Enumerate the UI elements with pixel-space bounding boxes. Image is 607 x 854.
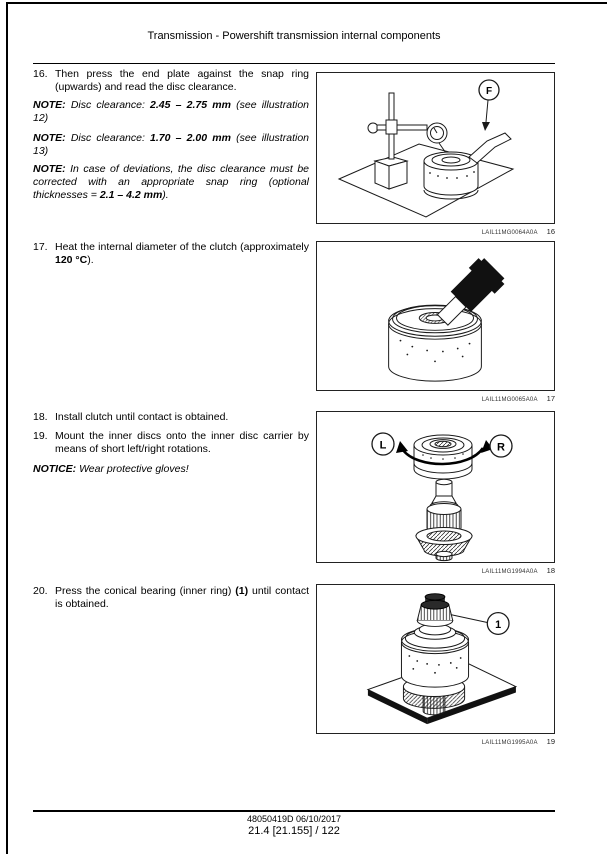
- step-17-number: 17.: [33, 241, 48, 253]
- stand-arm: [377, 125, 427, 130]
- step-17-value: 120 °C: [55, 254, 88, 267]
- figure-17-caption: [316, 394, 555, 403]
- step-19-number: 19.: [33, 430, 48, 442]
- figure-18-number: 18: [546, 566, 555, 575]
- note-text: Disc clearance:: [65, 99, 151, 111]
- note-value: 2.1 – 4.2 mm: [99, 189, 163, 202]
- note-label: NOTE:: [33, 163, 66, 175]
- notice-gloves: [33, 463, 309, 476]
- scan-border-top: [6, 2, 607, 4]
- step-16: [33, 68, 309, 94]
- step-18: [33, 411, 309, 424]
- callout-F-label: F: [485, 86, 493, 97]
- note-deviations: [33, 163, 309, 203]
- note-text: (see illustration 12): [33, 99, 309, 125]
- callout-R-label: R: [497, 441, 505, 454]
- page-header: Transmission - Powershift transmission internal components: [147, 30, 441, 42]
- step-19: [33, 430, 309, 456]
- callout-F-icon: [479, 80, 499, 131]
- note-text: In case of deviations, the disc clearance must be corrected with an appropriate snap ring (optional thicknesses =: [33, 163, 309, 202]
- step-17: [33, 241, 309, 267]
- note-label: NOTE:: [33, 132, 66, 144]
- figure-18-caption: [316, 566, 555, 575]
- step-20-number: 20.: [33, 585, 48, 597]
- figure-17-code: LAIL11MG0065A0A: [481, 397, 538, 403]
- header-divider: [33, 63, 555, 64]
- figure-18-code: LAIL11MG1994A0A: [481, 569, 538, 575]
- gear-cone: [416, 528, 472, 561]
- scan-border-left: [6, 2, 8, 854]
- press-lever: [469, 133, 511, 163]
- step-16-number: 16.: [33, 68, 48, 80]
- step-19-text: Mount the inner discs onto the inner disc carrier by means of short left/right rotations.: [55, 430, 309, 456]
- step-20-text: Press the conical bearing (inner ring): [55, 585, 236, 597]
- figure-17-number: 17: [546, 394, 555, 403]
- step-20-value: (1): [235, 585, 249, 597]
- figure-16-drawing: [317, 73, 554, 223]
- figure-16-caption: [316, 227, 555, 236]
- note-value: 1.70 – 2.00 mm: [150, 132, 231, 144]
- step-18-number: 18.: [33, 411, 48, 423]
- figure-19-number: 19: [546, 737, 555, 746]
- step-16-text: Then press the end plate against the snap ring (upwards) and read the disc clearance.: [55, 68, 309, 94]
- figure-18-drawing: [317, 412, 554, 562]
- note-text: Disc clearance:: [65, 132, 151, 144]
- notice-label: NOTICE:: [33, 463, 77, 475]
- footer-doc-ref: 48050419D 06/10/2017: [246, 814, 342, 824]
- figure-16-code: LAIL11MG0064A0A: [481, 230, 538, 236]
- figure-19-caption: [316, 737, 555, 746]
- figure-19-drawing: [317, 585, 554, 733]
- step-18-text: Install clutch until contact is obtained.: [55, 411, 229, 423]
- callout-R-icon: [490, 435, 512, 457]
- step-17-text: Heat the internal diameter of the clutch (approximately: [55, 241, 309, 253]
- callout-1-label: 1: [495, 618, 502, 631]
- stand-base: [375, 157, 407, 189]
- callout-L-icon: [372, 433, 394, 455]
- note-value: 2.45 – 2.75 mm: [150, 99, 231, 111]
- note-text: ).: [162, 189, 169, 202]
- clutch-drum: [424, 152, 478, 199]
- note-disc-clearance-2: [33, 132, 309, 158]
- figure-16-frame: [316, 72, 555, 224]
- figure-16-number: 16: [546, 227, 555, 236]
- figure-19-frame: [316, 584, 555, 734]
- footer-page-ref: 21.4 [21.155] / 122: [248, 825, 340, 837]
- step-20: [33, 585, 309, 611]
- step-20-text: until contact is obtained.: [55, 585, 309, 611]
- note-disc-clearance-1: [33, 99, 309, 125]
- callout-L-label: L: [379, 439, 387, 452]
- figure-19-code: LAIL11MG1995A0A: [481, 740, 538, 746]
- step-17-text: ).: [87, 254, 94, 267]
- conical-bearing: [417, 594, 453, 627]
- callout-1-icon: [451, 613, 509, 635]
- figure-17-frame: [316, 241, 555, 391]
- notice-text: Wear protective gloves!: [76, 463, 189, 475]
- note-text: (see illustration 13): [33, 132, 309, 158]
- arm-clamp: [386, 120, 397, 134]
- figure-17-drawing: [317, 242, 554, 390]
- footer-divider: [33, 810, 555, 812]
- note-label: NOTE:: [33, 99, 66, 111]
- figure-18-frame: [316, 411, 555, 563]
